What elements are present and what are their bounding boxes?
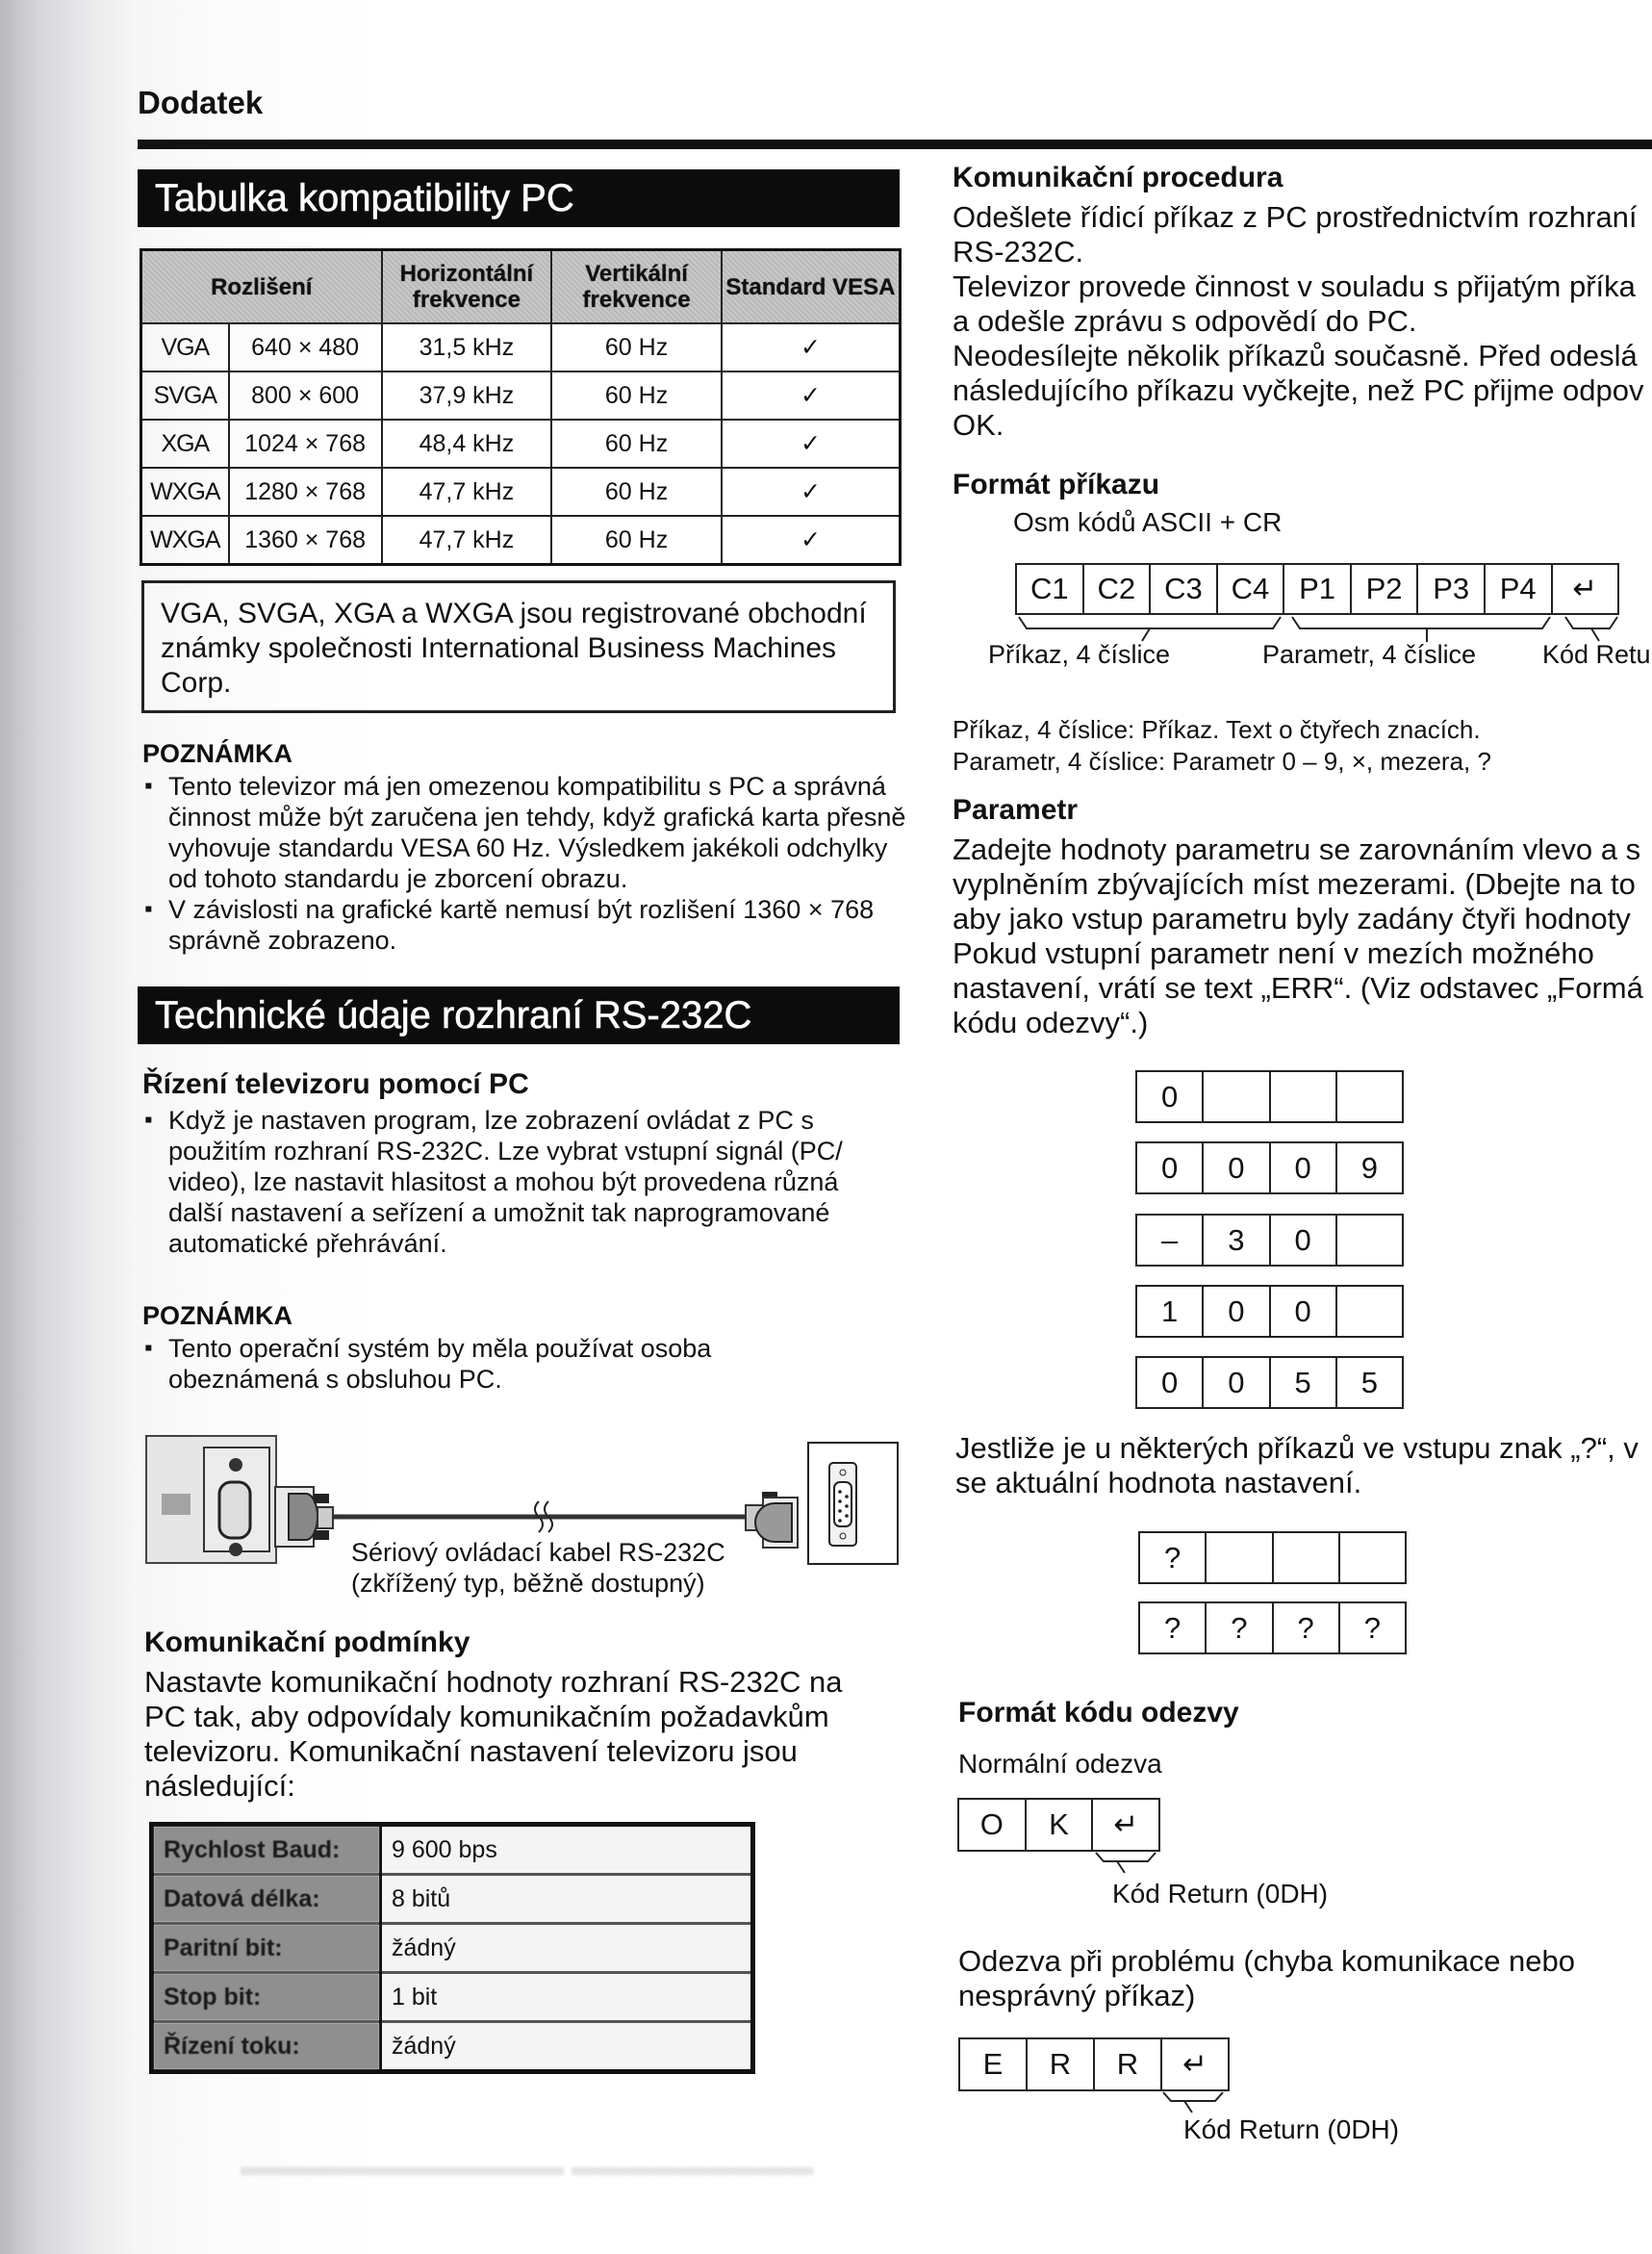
setting-value: 1 bit <box>381 1973 753 2022</box>
code-cell: R <box>1026 2039 1093 2089</box>
note-heading: POZNÁMKA <box>142 739 292 768</box>
ok-return-code-label: Kód Return (0DH) <box>1112 1879 1329 1908</box>
parameter-text <box>953 832 1652 1040</box>
parameter-example-row <box>1135 1141 1404 1194</box>
code-cell: C2 <box>1082 565 1150 613</box>
cell-mode-name: SVGA <box>141 371 229 420</box>
cable-caption-line-1: Sériový ovládací kabel RS-232C <box>351 1538 725 1567</box>
query-line-2: se aktuální hodnota nastavení. <box>955 1466 1362 1499</box>
parameter-line: nastavení, vrátí se text „ERR“. (Viz odstavec „Formá <box>953 971 1643 1005</box>
table-row <box>141 420 901 468</box>
cell-resolution: 1280 × 768 <box>229 468 382 516</box>
cell-mode-name: WXGA <box>141 468 229 516</box>
code-cell: ? <box>1205 1603 1271 1652</box>
code-cell <box>1335 1216 1402 1265</box>
return-key-icon: ↵ <box>1160 2039 1228 2089</box>
setting-value: 9 600 bps <box>381 1825 753 1875</box>
header-rule <box>138 140 1652 149</box>
cell-vertical-frequency: 60 Hz <box>551 468 722 516</box>
cell-resolution: 1024 × 768 <box>229 420 382 468</box>
code-cell: 0 <box>1269 1287 1335 1336</box>
format-description <box>953 714 1491 778</box>
table-row <box>141 468 901 516</box>
cell-horizontal-frequency: 37,9 kHz <box>382 371 552 420</box>
parameter-block <box>953 794 1652 1040</box>
format-block <box>953 469 1652 540</box>
communication-settings-table <box>149 1822 755 2074</box>
header-horizontal-frequency: Horizontální frekvence <box>382 250 552 324</box>
setting-label: Datová délka: <box>152 1875 381 1924</box>
header-vesa-standard: Standard VESA <box>722 250 901 324</box>
cell-vesa-check: ✓ <box>722 420 901 468</box>
pc-compatibility-table <box>140 248 902 566</box>
code-cell: 0 <box>1161 1365 1179 1399</box>
normal-response-cells <box>957 1798 1160 1852</box>
error-response-label <box>958 1944 1575 2013</box>
cell-vesa-check: ✓ <box>722 371 901 420</box>
cell-horizontal-frequency: 47,7 kHz <box>382 468 552 516</box>
code-cell: P3 <box>1416 565 1484 613</box>
query-text <box>955 1431 1639 1500</box>
note-block-2 <box>142 1301 912 1395</box>
parameter-example-row <box>1135 1285 1404 1338</box>
settings-row <box>152 1875 753 1924</box>
parameter-line: aby jako vstup parametru byly zadány čtyři hodnoty <box>953 902 1631 935</box>
command-format-cells <box>1015 563 1619 615</box>
label-parameter-digits: Parametr, 4 číslice <box>1262 640 1477 669</box>
code-cell: ? <box>1272 1603 1338 1652</box>
setting-value: žádný <box>381 1924 753 1973</box>
table-header-row <box>141 250 901 324</box>
cell-vesa-check: ✓ <box>722 516 901 565</box>
procedure-line: Odešlete řídicí příkaz z PC prostřednictvím rozhraní <box>953 200 1638 234</box>
response-heading: Formát kódu odezvy <box>958 1697 1239 1729</box>
code-cell: 9 <box>1335 1143 1402 1192</box>
parameter-heading: Parametr <box>953 794 1079 826</box>
header-resolution: Rozlišení <box>141 250 382 324</box>
section-title-pc-compatibility: Tabulka kompatibility PC <box>138 169 900 227</box>
code-cell: 0 <box>1161 1079 1179 1114</box>
cell-horizontal-frequency: 31,5 kHz <box>382 323 552 371</box>
cell-horizontal-frequency: 47,7 kHz <box>382 516 552 565</box>
return-key-icon: ↵ <box>1551 565 1618 613</box>
table-row <box>141 323 901 371</box>
code-cell: E <box>982 2047 1004 2081</box>
code-cell: ? <box>1164 1540 1182 1575</box>
trademark-notice: VGA, SVGA, XGA a WXGA jsou registrované obchodní známky společnosti International Business Machines Corp. <box>141 580 896 713</box>
code-cell: ? <box>1338 1603 1405 1652</box>
parameter-example-row <box>1135 1214 1404 1267</box>
code-cell: C1 <box>1029 572 1069 605</box>
code-cell: O <box>979 1807 1004 1841</box>
ok-return-bracket <box>1092 1851 1169 1880</box>
page-title: Dodatek <box>138 85 264 120</box>
parameter-example-row <box>1135 1070 1404 1123</box>
cell-resolution: 800 × 600 <box>229 371 382 420</box>
code-cell: 0 <box>1161 1150 1179 1185</box>
note-item: ▪ V závislosti na grafické kartě nemusí být rozlišení 1360 × 768 správně zobrazeno. <box>142 894 890 956</box>
code-cell: 0 <box>1202 1287 1268 1336</box>
code-cell <box>1269 1072 1335 1121</box>
code-cell: 0 <box>1202 1143 1268 1192</box>
setting-label: Řízení toku: <box>152 2022 381 2072</box>
parameter-example-row <box>1135 1356 1404 1409</box>
procedure-line: následujícího příkazu vyčkejte, než PC přijme odpov <box>953 373 1644 407</box>
cell-mode-name: XGA <box>141 420 229 468</box>
section-title-rs232c: Technické údaje rozhraní RS-232C <box>138 986 900 1044</box>
format-heading: Formát příkazu <box>953 469 1160 500</box>
format-desc-parameter: Parametr, 4 číslice: Parametr 0 – 9, ×, mezera, ? <box>953 747 1491 776</box>
procedure-line: Neodesílejte několik příkazů současně. Před odeslá <box>953 339 1638 372</box>
conditions-block <box>144 1626 895 1804</box>
code-cell: – <box>1161 1222 1179 1257</box>
procedure-line: RS-232C. <box>953 235 1084 269</box>
parameter-example-row <box>1138 1531 1407 1584</box>
cell-vertical-frequency: 60 Hz <box>551 371 722 420</box>
note-list <box>142 771 912 956</box>
code-cell: ? <box>1164 1610 1182 1645</box>
code-cell <box>1335 1287 1402 1336</box>
code-cell: 0 <box>1269 1216 1335 1265</box>
settings-row <box>152 2022 753 2072</box>
procedure-block <box>953 162 1652 443</box>
conditions-text: Nastavte komunikační hodnoty rozhraní RS-232C na PC tak, aby odpovídaly komunikačním požadavkům televizoru. Komunikační nastavení televizoru jsou následující: <box>144 1665 843 1803</box>
setting-label: Stop bit: <box>152 1973 381 2022</box>
parameter-line: vyplněním zbývajících míst mezerami. (Dbejte na to <box>953 867 1636 901</box>
code-cell: C3 <box>1149 565 1216 613</box>
setting-value: žádný <box>381 2022 753 2072</box>
cell-vesa-check: ✓ <box>722 468 901 516</box>
code-cell <box>1335 1072 1402 1121</box>
error-label-line-2: nesprávný příkaz) <box>958 1979 1196 2012</box>
procedure-line: a odešle zprávu s odpovědí do PC. <box>953 304 1417 338</box>
pc-connector-icon <box>746 1443 898 1564</box>
bleed-through-text: ▬▬▬▬▬▬▬▬▬ ▬▬▬▬▬▬▬▬▬▬▬▬ <box>241 2151 814 2181</box>
setting-label: Paritní bit: <box>152 1924 381 1973</box>
cell-horizontal-frequency: 48,4 kHz <box>382 420 552 468</box>
code-cell: 5 <box>1335 1358 1402 1407</box>
procedure-text <box>953 200 1652 443</box>
cell-vertical-frequency: 60 Hz <box>551 516 722 565</box>
cell-vertical-frequency: 60 Hz <box>551 420 722 468</box>
return-key-icon: ↵ <box>1091 1800 1158 1850</box>
format-desc-command: Příkaz, 4 číslice: Příkaz. Text o čtyřech znacích. <box>953 715 1481 744</box>
settings-row <box>152 1973 753 2022</box>
cell-resolution: 640 × 480 <box>229 323 382 371</box>
procedure-line: OK. <box>953 408 1004 442</box>
cable-caption <box>351 1537 725 1599</box>
parameter-line: Zadejte hodnoty parametru se zarovnáním vlevo a s <box>953 832 1641 866</box>
err-return-code-label: Kód Return (0DH) <box>1183 2114 1400 2144</box>
query-line-1: Jestliže je u některých příkazů ve vstupu znak „?“, v <box>955 1431 1639 1465</box>
label-command-digits: Příkaz, 4 číslice <box>988 640 1171 669</box>
parameter-line: kódu odezvy“.) <box>953 1006 1149 1039</box>
code-cell <box>1272 1533 1338 1582</box>
control-item: ▪ Když je nastaven program, lze zobrazení ovládat z PC s použitím rozhraní RS-232C. Lze vybrat vstupní signál (PC/ video), lze nastavit hlasitost a mohou být provedena různá další nastavení a seřízení a umožnit tak naprogramované automatické přehrávání. <box>142 1105 900 1259</box>
note-heading-2: POZNÁMKA <box>142 1301 292 1330</box>
normal-response-label: Normální odezva <box>958 1749 1162 1779</box>
error-response-cells <box>958 2037 1230 2091</box>
code-cell: C4 <box>1216 565 1283 613</box>
code-cell: P1 <box>1283 565 1350 613</box>
setting-label: Rychlost Baud: <box>152 1825 381 1875</box>
code-cell: P2 <box>1350 565 1417 613</box>
cell-vertical-frequency: 60 Hz <box>551 323 722 371</box>
control-heading: Řízení televizoru pomocí PC <box>142 1068 529 1100</box>
code-cell: 5 <box>1269 1358 1335 1407</box>
code-cell: 0 <box>1202 1358 1268 1407</box>
format-subtitle: Osm kódů ASCII + CR <box>1013 507 1283 537</box>
code-cell: R <box>1093 2039 1160 2089</box>
settings-row <box>152 1825 753 1875</box>
note-list-2 <box>142 1333 912 1395</box>
procedure-heading: Komunikační procedura <box>953 162 1283 193</box>
code-cell <box>1205 1533 1271 1582</box>
procedure-line: Televizor provede činnost v souladu s přijatým příka <box>953 269 1636 303</box>
cell-mode-name: VGA <box>141 323 229 371</box>
setting-value: 8 bitů <box>381 1875 753 1924</box>
note-item: ▪ Tento operační systém by měla používat osoba obeznámená s obsluhou PC. <box>142 1333 784 1395</box>
cell-vesa-check: ✓ <box>722 323 901 371</box>
code-cell: 1 <box>1161 1293 1179 1328</box>
parameter-example-row <box>1138 1601 1407 1654</box>
tv-connector-icon <box>146 1436 333 1563</box>
code-cell: 3 <box>1202 1216 1268 1265</box>
code-cell <box>1202 1072 1268 1121</box>
control-list <box>142 1105 912 1259</box>
code-cell: P4 <box>1484 565 1551 613</box>
conditions-heading: Komunikační podmínky <box>144 1626 470 1658</box>
note-block-1 <box>142 739 912 956</box>
control-block <box>142 1068 912 1259</box>
header-vertical-frequency: Vertikální frekvence <box>551 250 722 324</box>
note-item: ▪ Tento televizor má jen omezenou kompatibilitu s PC a správná činnost může být zaručena jen tehdy, když grafická karta přesně vyhovuje standardu VESA 60 Hz. Výsledkem jakékoli odchylky od tohoto standardu je zborcení obrazu. <box>142 771 909 894</box>
table-row <box>141 371 901 420</box>
parameter-line: Pokud vstupní parametr není v mezích možného <box>953 936 1594 970</box>
label-return-code: Kód Retu <box>1542 640 1651 669</box>
settings-row <box>152 1924 753 1973</box>
table-row <box>141 516 901 565</box>
code-cell: 0 <box>1269 1143 1335 1192</box>
code-cell: K <box>1025 1800 1092 1850</box>
error-label-line-1: Odezva při problému (chyba komunikace nebo <box>958 1944 1576 1978</box>
cell-mode-name: WXGA <box>141 516 229 565</box>
code-cell <box>1338 1533 1405 1582</box>
cell-resolution: 1360 × 768 <box>229 516 382 565</box>
cable-caption-line-2: (zkřížený typ, běžně dostupný) <box>351 1569 705 1598</box>
